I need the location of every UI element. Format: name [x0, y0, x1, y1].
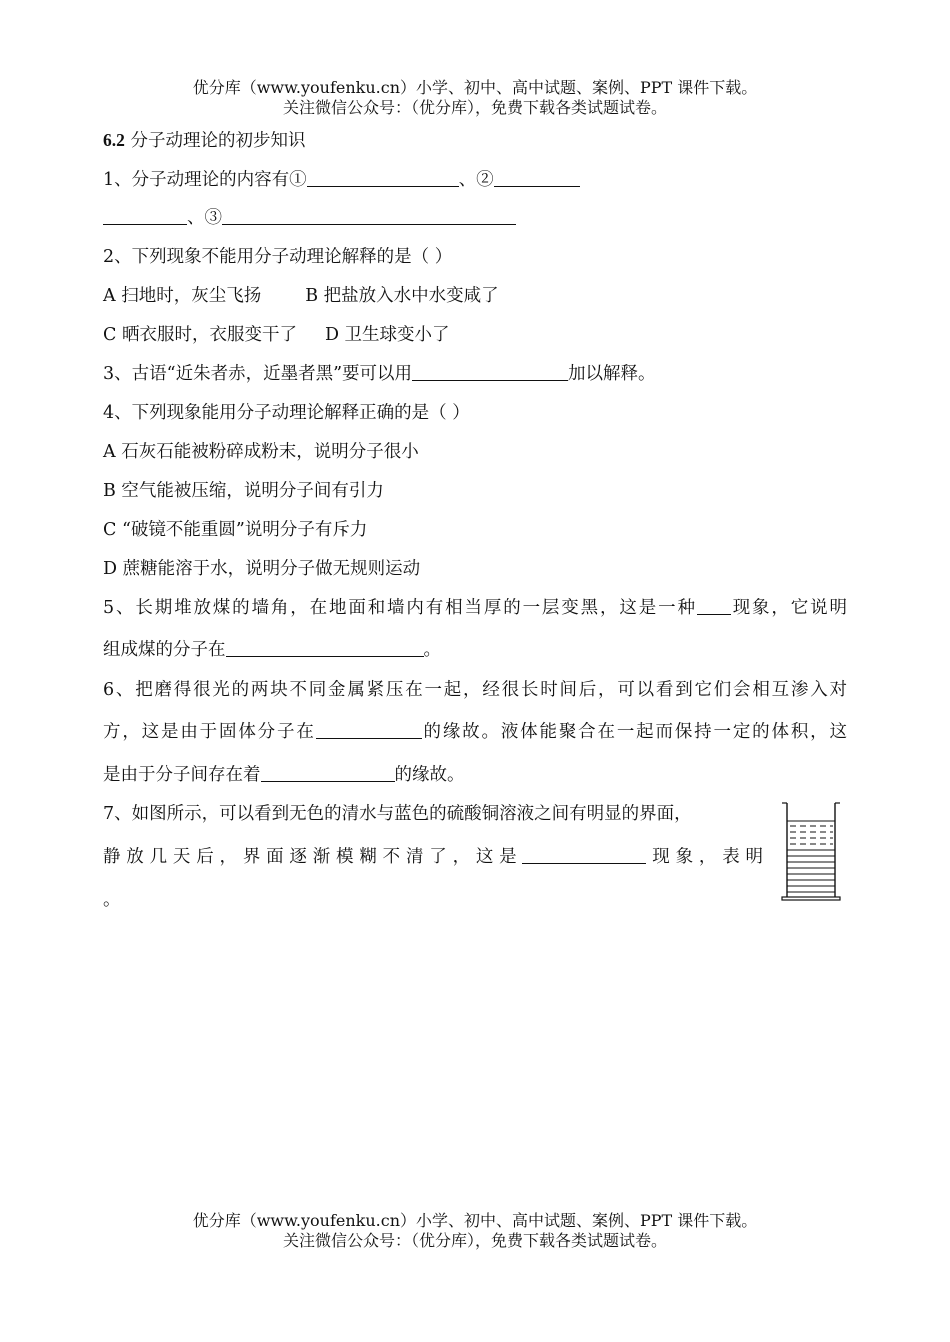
question-7-line-3: 。 [103, 890, 121, 910]
answer-blank-3[interactable] [412, 362, 568, 381]
question-1-line-2 [103, 206, 516, 230]
answer-blank-1d[interactable] [222, 206, 516, 225]
question-2-option-a[interactable]: A 扫地时，灰尘飞扬 [103, 286, 262, 306]
question-4-option-c[interactable]: C “破镜不能重圆”说明分子有斥力 [103, 520, 368, 540]
answer-blank-7[interactable] [522, 845, 646, 864]
question-5-line-2 [103, 638, 441, 662]
answer-blank-5b[interactable] [226, 638, 424, 657]
question-2-options-cd [103, 323, 450, 347]
page-footer [0, 1211, 950, 1251]
question-1-sep-2: 、③ [187, 208, 222, 228]
question-3 [103, 362, 656, 386]
question-4-option-b[interactable]: B 空气能被压缩，说明分子间有引力 [103, 481, 384, 501]
answer-blank-5a[interactable] [697, 596, 731, 615]
question-6-line-1: 6、把磨得很光的两块不同金属紧压在一起，经很长时间后，可以看到它们会相互渗入对 [103, 680, 847, 700]
answer-blank-1c[interactable] [103, 206, 187, 225]
answer-blank-1a[interactable] [307, 168, 459, 187]
question-7-line-2 [103, 845, 763, 869]
footer-line-2: 关注微信公众号：（优分库），免费下载各类试题试卷。 [282, 1231, 667, 1250]
question-6-line-2-post: 的缘故。液体能聚合在一起而保持一定的体积，这 [421, 722, 848, 742]
question-2-option-b[interactable]: B 把盐放入水中水变咸了 [305, 286, 499, 306]
header-line-1: 优分库（www.youfenku.cn）小学、初中、高中试题、案例、PPT 课件下载。 [192, 78, 758, 97]
question-5-line-2-pre: 组成煤的分子在 [103, 640, 226, 660]
section-title-text: 分子动理论的初步知识 [130, 131, 306, 151]
answer-blank-6b[interactable] [261, 763, 395, 782]
question-7-line-1: 7、如图所示，可以看到无色的清水与蓝色的硫酸铜溶液之间有明显的界面， [103, 804, 692, 824]
question-4-stem: 4、下列现象能用分子动理论解释正确的是（ ） [103, 403, 470, 423]
question-6-line-2 [103, 720, 847, 744]
header-line-2: 关注微信公众号：（优分库），免费下载各类试题试卷。 [282, 98, 667, 117]
section-title [103, 128, 305, 153]
question-6-line-3 [103, 763, 465, 787]
question-4-option-d[interactable]: D 蔗糖能溶于水，说明分子做无规则运动 [103, 559, 421, 579]
question-1-text: 1、分子动理论的内容有① [103, 170, 307, 190]
question-3-pre: 3、古语“近朱者赤，近墨者黑”要可以用 [103, 364, 413, 384]
question-5-line-1-pre: 5、长期堆放煤的墙角，在地面和墙内有相当厚的一层变黑，这是一种 [103, 598, 697, 618]
question-2-option-c[interactable]: C 晒衣服时，衣服变干了 [103, 325, 297, 345]
question-5-line-1-post: 现象，它说明 [730, 598, 847, 618]
question-5-line-2-post: 。 [423, 640, 441, 660]
question-4-option-a[interactable]: A 石灰石能被粉碎成粉末，说明分子很小 [103, 442, 419, 462]
question-2-options-ab [103, 284, 499, 308]
footer-line-1: 优分库（www.youfenku.cn）小学、初中、高中试题、案例、PPT 课件下载。 [192, 1211, 758, 1230]
question-6-line-3-post: 的缘故。 [394, 765, 465, 785]
answer-blank-1b[interactable] [494, 168, 580, 187]
section-number: 6.2 [103, 130, 125, 150]
question-3-post: 加以解释。 [568, 364, 656, 384]
question-1-line-1 [103, 168, 580, 192]
answer-blank-6a[interactable] [316, 720, 422, 739]
question-6-line-3-pre: 是由于分子间存在着 [103, 765, 261, 785]
question-5-line-1 [103, 596, 847, 620]
beaker-figure [779, 801, 843, 905]
question-2-stem: 2、下列现象不能用分子动理论解释的是（ ） [103, 247, 453, 267]
question-7-line-2-pre: 静放几天后，界面逐渐模糊不清了，这是 [103, 847, 523, 867]
question-2-option-d[interactable]: D 卫生球变小了 [324, 325, 450, 345]
question-1-sep-1: 、② [458, 170, 494, 190]
page-header [0, 78, 950, 118]
question-7-line-2-post: 现象，表明 [646, 847, 764, 867]
question-6-line-2-pre: 方，这是由于固体分子在 [103, 722, 316, 742]
